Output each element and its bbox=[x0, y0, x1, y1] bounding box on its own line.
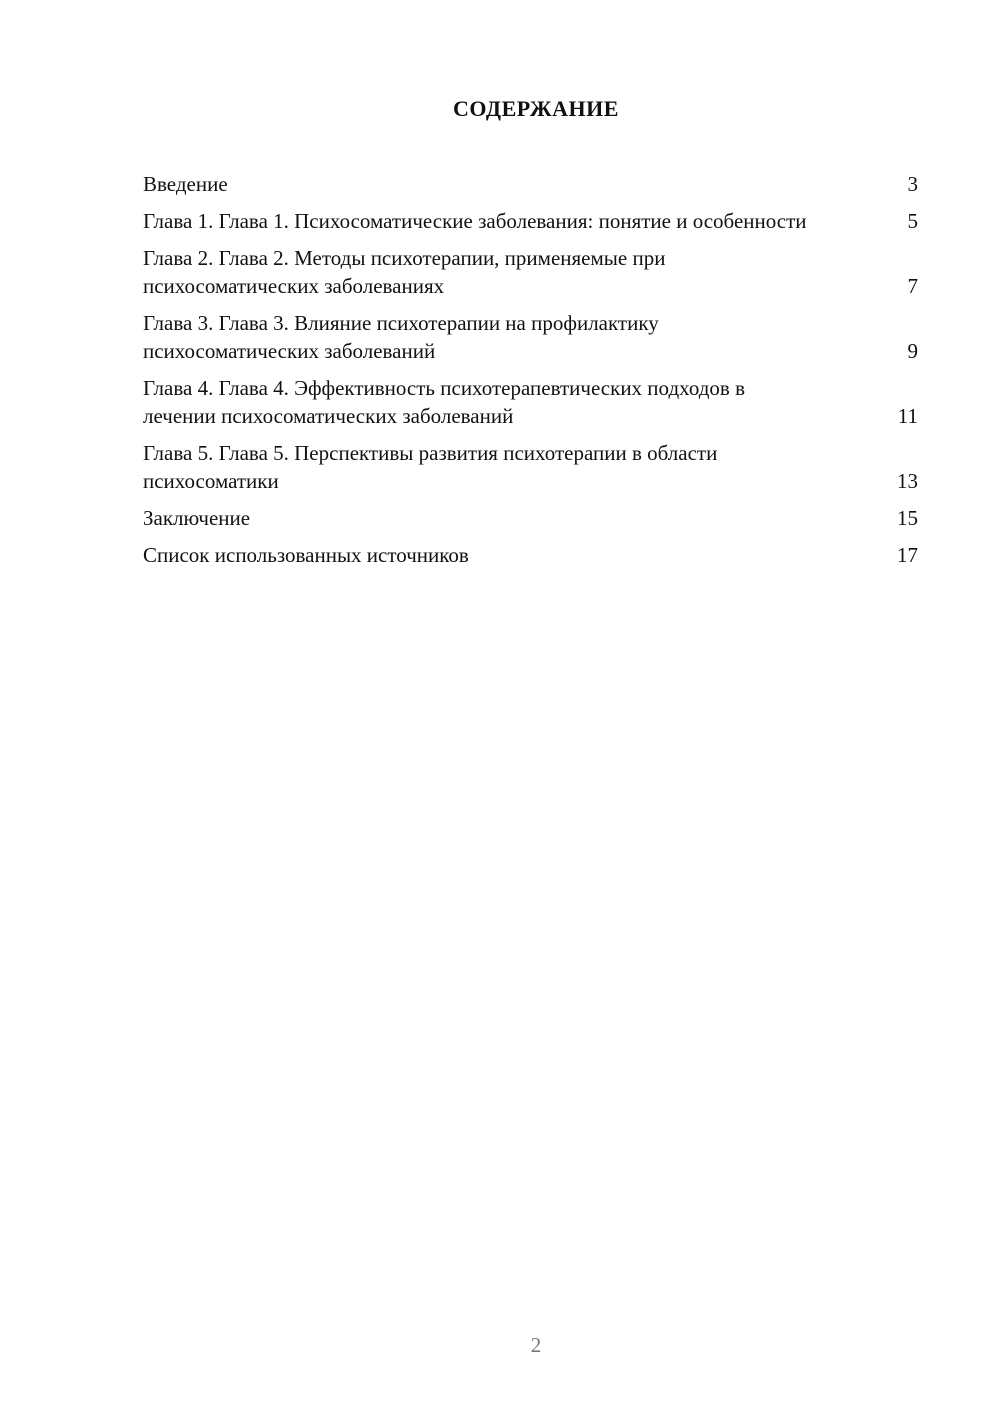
toc-entry-page: 9 bbox=[907, 339, 918, 363]
toc-entry-page: 17 bbox=[897, 543, 918, 567]
toc-entry-chapter-4[interactable] bbox=[143, 374, 918, 430]
toc-entry-introduction[interactable] bbox=[143, 170, 918, 198]
toc-entry-conclusion[interactable] bbox=[143, 504, 918, 532]
toc-entry-chapter-2[interactable] bbox=[143, 244, 918, 300]
toc-entry-page: 5 bbox=[907, 209, 918, 233]
toc-entry-text: Заключение bbox=[143, 506, 251, 530]
toc-title: СОДЕРЖАНИЕ bbox=[453, 96, 619, 121]
toc-entry-text: Глава 3. Глава 3. Влияние психотерапии на профилактику психосоматических заболеваний bbox=[143, 311, 659, 363]
page-number: 2 bbox=[530, 1333, 542, 1357]
toc-entry-page: 15 bbox=[897, 506, 918, 530]
toc-entry-references[interactable] bbox=[143, 541, 918, 569]
toc-entry-text: Список использованных источников bbox=[143, 543, 469, 567]
toc-entry-chapter-5[interactable] bbox=[143, 439, 918, 495]
toc-entry-text: Глава 5. Глава 5. Перспективы развития психотерапии в области психосоматики bbox=[143, 441, 718, 493]
toc-entry-page: 3 bbox=[907, 172, 918, 196]
toc-entry-text: Глава 4. Глава 4. Эффективность психотерапевтических подходов в лечении психосоматических заболеваний bbox=[143, 376, 745, 428]
toc-entry-page: 11 bbox=[897, 404, 918, 428]
toc-entry-page: 7 bbox=[907, 274, 918, 298]
toc-entry-text: Глава 2. Глава 2. Методы психотерапии, применяемые при психосоматических заболеваниях bbox=[143, 246, 666, 298]
toc-entry-text: Глава 1. Глава 1. Психосоматические заболевания: понятие и особенности bbox=[143, 209, 807, 233]
toc-entry-page: 13 bbox=[897, 469, 918, 493]
toc-entry-text: Введение bbox=[143, 172, 228, 196]
table-of-contents bbox=[143, 170, 918, 578]
toc-entry-chapter-3[interactable] bbox=[143, 309, 918, 365]
toc-entry-chapter-1[interactable] bbox=[143, 207, 918, 235]
